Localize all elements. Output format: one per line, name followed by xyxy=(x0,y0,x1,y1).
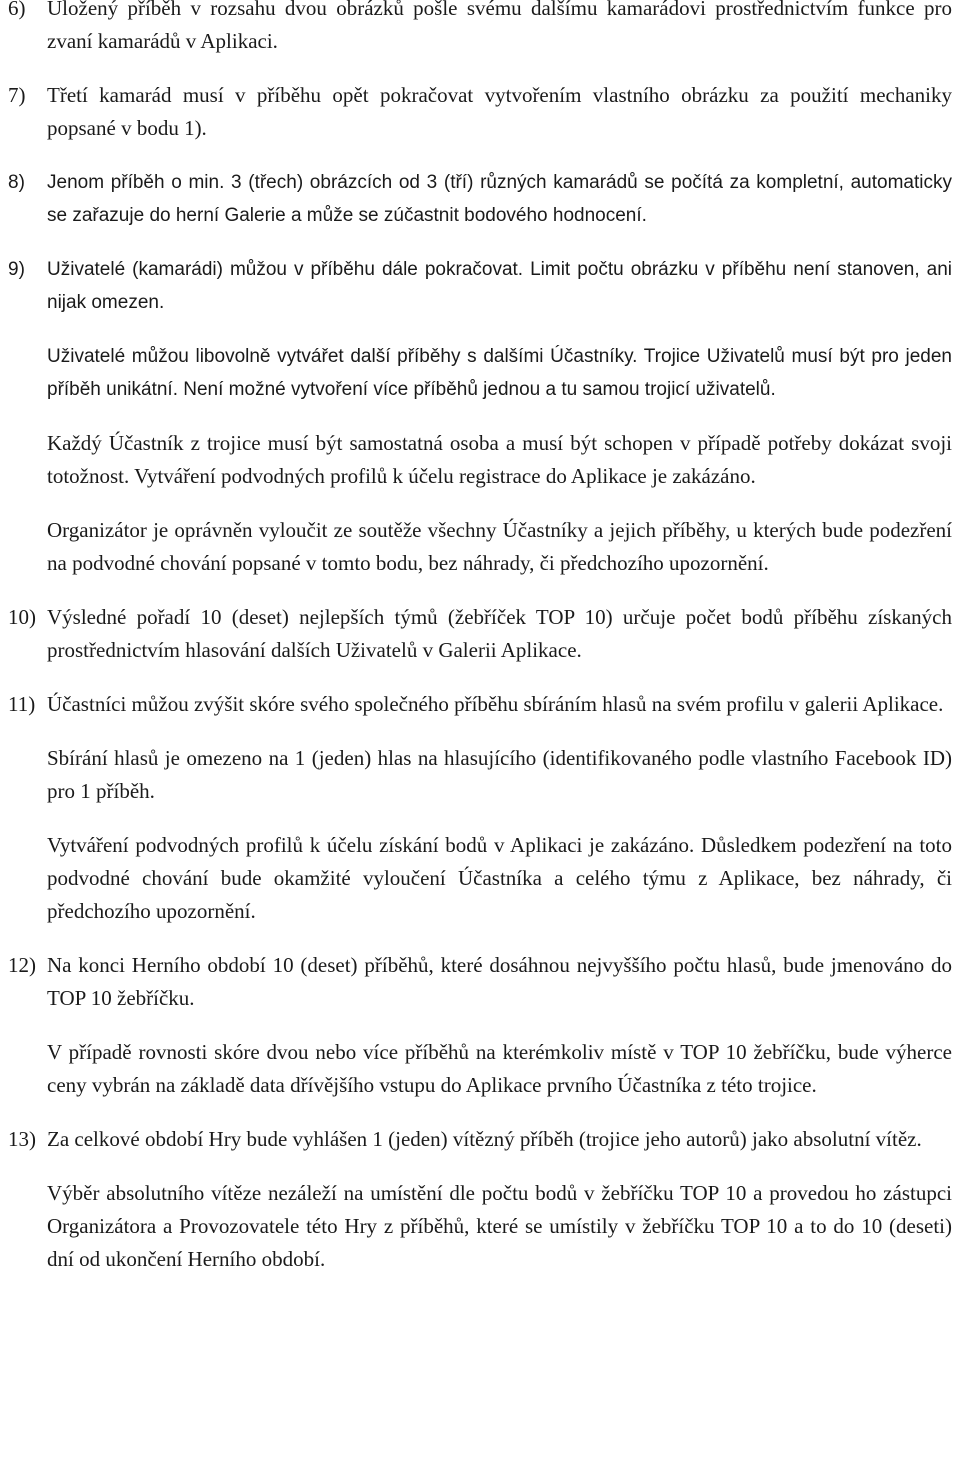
item-text: Třetí kamarád musí v příběhu opět pokračovat vytvořením vlastního obrázku za použití mechaniky popsané v bodu 1). xyxy=(47,83,952,140)
item-text: Jenom příběh o min. 3 (třech) obrázcích od 3 (tří) různých kamarádů se počítá za kompletní, automaticky se zařazuje do herní Galerie a může se zúčastnit bodového hodnocení. xyxy=(47,172,952,226)
item-text: Na konci Herního období 10 (deset) příběhů, které dosáhnou nejvyššího počtu hlasů, bude jmenováno do TOP 10 žebříčku. xyxy=(47,953,952,1010)
item-number: 11) xyxy=(8,692,36,716)
paragraph: Výběr absolutního vítěze nezáleží na umístění dle počtu bodů v žebříčku TOP 10 a provedou ho zástupci Organizátora a Provozovatele této Hry z příběhů, které se umístily v žebříčku TOP 10 a to do 10 (deseti) dní od ukončení Herního období. xyxy=(47,1181,952,1271)
paragraph: Sbírání hlasů je omezeno na 1 (jeden) hlas na hlasujícího (identifikovaného podle vlastního Facebook ID) pro 1 příběh. xyxy=(47,746,952,803)
item-number: 6) xyxy=(8,0,26,20)
item-number: 7) xyxy=(8,83,26,107)
list-item-6 xyxy=(0,0,960,58)
paragraph: V případě rovnosti skóre dvou nebo více příběhů na kterémkoliv místě v TOP 10 žebříčku, bude výherce ceny vybrán na základě data dřívějšího vstupu do Aplikace prvního Účastníka z této trojice. xyxy=(47,1040,952,1097)
item-number: 10) xyxy=(8,605,36,629)
paragraph: Vytváření podvodných profilů k účelu získání bodů v Aplikaci je zakázáno. Důsledkem podezření na toto podvodné chování bude okamžité vyloučení Účastníka a celého týmu z Aplikace, bez náhrady, či předchozího upozornění. xyxy=(47,833,952,923)
item-text: Účastníci můžou zvýšit skóre svého společného příběhu sbíráním hlasů na svém profilu v galerii Aplikace. xyxy=(47,692,944,716)
paragraph: Uživatelé můžou libovolně vytvářet další příběhy s dalšími Účastníky. Trojice Uživatelů musí být pro jeden příběh unikátní. Není možné vytvoření více příběhů jednou a tu samou trojicí uživatelů. xyxy=(47,346,952,400)
list-item-13 xyxy=(0,1123,960,1156)
list-item-8 xyxy=(0,166,960,232)
list-item-10 xyxy=(0,601,960,667)
list-item-7 xyxy=(0,79,960,145)
item-number: 9) xyxy=(8,259,25,280)
list-item-11 xyxy=(0,688,960,721)
paragraph: Organizátor je oprávněn vyloučit ze soutěže všechny Účastníky a jejich příběhy, u kterých bude podezření na podvodné chování popsané v tomto bodu, bez náhrady, či předchozího upozornění. xyxy=(47,518,952,575)
item-text: Za celkové období Hry bude vyhlášen 1 (jeden) vítězný příběh (trojice jeho autorů) jako absolutní vítěz. xyxy=(47,1127,922,1151)
list-item-9 xyxy=(0,253,960,319)
item-text: Uložený příběh v rozsahu dvou obrázků pošle svému dalšímu kamarádovi prostřednictvím funkce pro zvaní kamarádů v Aplikaci. xyxy=(47,0,952,53)
list-item-12 xyxy=(0,949,960,1015)
item-number: 8) xyxy=(8,172,25,193)
item-number: 12) xyxy=(8,953,36,977)
paragraph: Každý Účastník z trojice musí být samostatná osoba a musí být schopen v případě potřeby dokázat svoji totožnost. Vytváření podvodných profilů k účelu registrace do Aplikace je zakázáno. xyxy=(47,431,952,488)
item-text: Uživatelé (kamarádi) můžou v příběhu dále pokračovat. Limit počtu obrázku v příběhu není stanoven, ani nijak omezen. xyxy=(47,259,952,313)
item-text: Výsledné pořadí 10 (deset) nejlepších týmů (žebříček TOP 10) určuje počet bodů příběhu získaných prostřednictvím hlasování dalších Uživatelů v Galerii Aplikace. xyxy=(47,605,952,662)
item-number: 13) xyxy=(8,1127,36,1151)
